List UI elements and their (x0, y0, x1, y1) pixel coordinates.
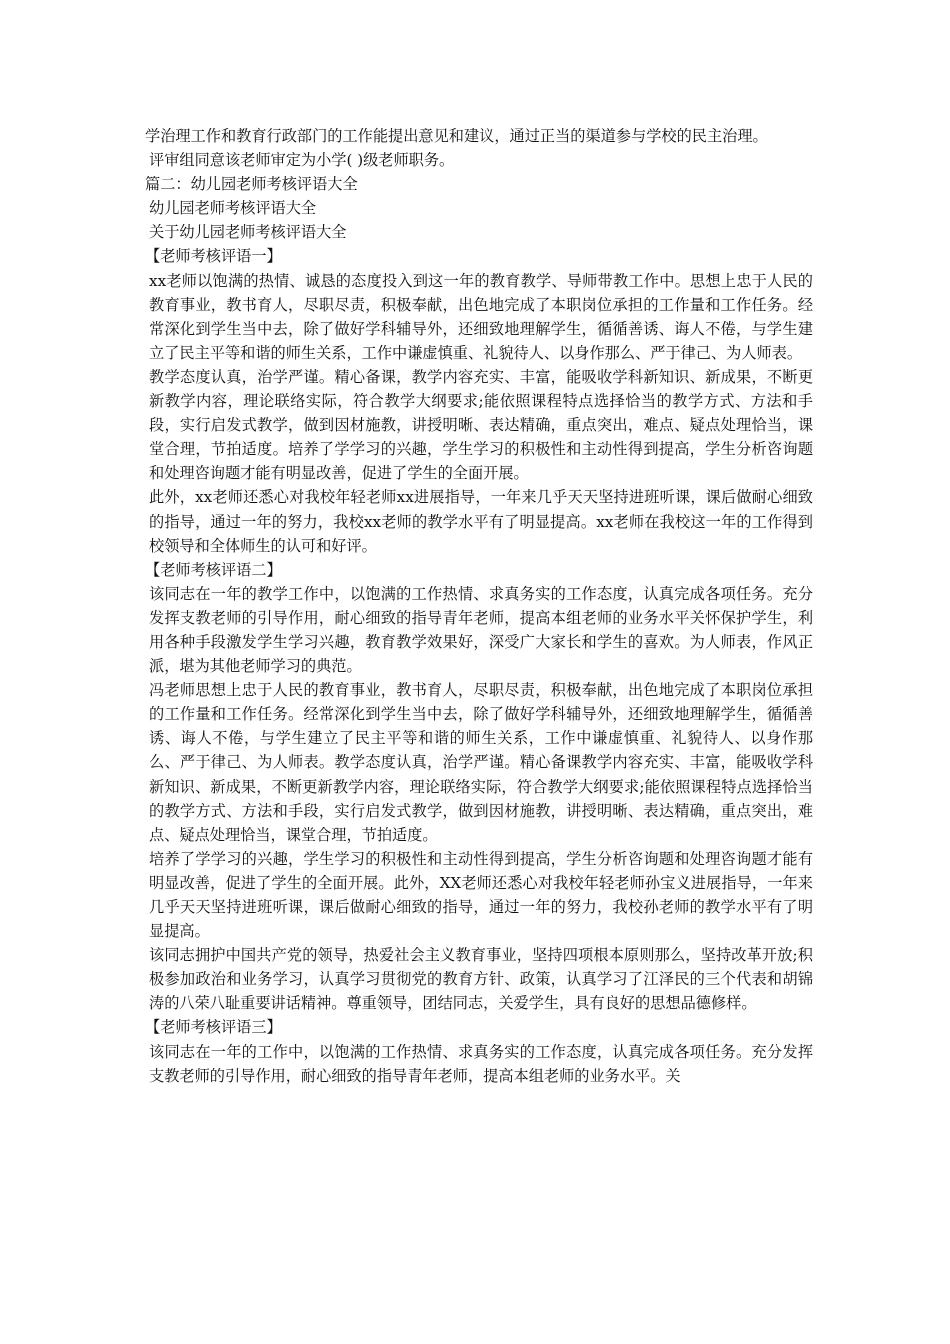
comment-heading: 【老师考核评语三】 (145, 1018, 282, 1037)
paragraph: xx老师以饱满的热情、诚恳的态度投入到这一年的教育教学、导师带教工作中。思想上忠于人民的教育事业，教书育人，尽职尽责，积极奉献，出色地完成了本职岗位承担的工作量和工作任务。经常深化到学生当中去，除了做好学科辅导外，还细致地理解学生，循循善诱、诲人不倦，与学生建立了民主平等和谐的师生关系，工作中谦虚慎重、礼貌待人、以身作那么、严于律己、为人师表。 (149, 271, 813, 362)
paragraph: 培养了学学习的兴趣，学生学习的积极性和主动性得到提高，学生分析咨询题和处理咨询题才能有明显改善，促进了学生的全面开展。此外，XX老师还悉心对我校年轻老师孙宝义进展指导，一年来几乎天天坚持进班听课，课后做耐心细致的指导，通过一年的努力，我校孙老师的教学水平有了明显提高。 (149, 849, 813, 941)
paragraph: 教学态度认真，治学严谨。精心备课，教学内容充实、丰富，能吸收学科新知识、新成果，不断更新教学内容，理论联络实际，符合教学大纲要求;能依照课程特点选择恰当的教学方式、方法和手段，实行启发式教学，做到因材施教，讲授明晰、表达精确，重点突出，难点、疑点处理恰当，课堂合理，节拍适度。培养了学学习的兴趣，学生学习的积极性和主动性得到提高，学生分析咨询题和处理咨询题才能有明显改善，促进了学生的全面开展。 (149, 367, 813, 483)
paragraph: 学治理工作和教育行政部门的工作能提出意见和建议，通过正当的渠道参与学校的民主治理。 (145, 127, 768, 145)
paragraph: 该同志在一年的教学工作中，以饱满的工作热情、求真务实的工作态度，认真完成各项任务。充分发挥支教老师的引导作用，耐心细致的指导青年老师，提高本组老师的业务水平关怀保护学生，利用各种手段激发学生学习兴趣，教育教学效果好，深受广大家长和学生的喜欢。为人师表，作风正派，堪为其他老师学习的典范。 (149, 584, 813, 676)
comment-heading: 【老师考核评语一】 (145, 247, 282, 266)
paragraph: 冯老师思想上忠于人民的教育事业，教书育人，尽职尽责，积极奉献，出色地完成了本职岗位承担的工作量和工作任务。经常深化到学生当中去，除了做好学科辅导外，还细致地理解学生，循循善诱、诲人不倦，与学生建立了民主平等和谐的师生关系，工作中谦虚慎重、礼貌待人、以身作那么、严于律己、为人师表。教学态度认真，治学严谨。精心备课教学内容充实、丰富，能吸收学科新知识、新成果，不断更新教学内容，理论联络实际，符合教学大纲要求;能依照课程特点选择恰当的教学方式、方法和手段，实行启发式教学，做到因材施教，讲授明晰、表达精确，重点突出，难点、疑点处理恰当，课堂合理，节拍适度。 (149, 681, 813, 844)
document-body (145, 124, 813, 1088)
document-title: 幼儿园老师考核评语大全 (149, 199, 317, 218)
section-heading: 篇二：幼儿园老师考核评语大全 (145, 175, 358, 194)
paragraph: 评审组同意该老师审定为小学( )级老师职务。 (149, 151, 455, 170)
paragraph: 该同志拥护中国共产党的领导，热爱社会主义教育事业，坚持四项根本原则那么，坚持改革开放;积极参加政治和业务学习，认真学习贯彻党的教育方针、政策，认真学习了江泽民的三个代表和胡锦涛的八荣八耻重要讲话精神。尊重领导，团结同志，关爱学生，具有良好的思想品德修样。 (149, 946, 813, 1013)
comment-heading: 【老师考核评语二】 (145, 560, 282, 579)
paragraph: 该同志在一年的工作中，以饱满的工作热情、求真务实的工作态度，认真完成各项任务。充分发挥支教老师的引导作用，耐心细致的指导青年老师，提高本组老师的业务水平。关 (149, 1042, 813, 1085)
document-subtitle: 关于幼儿园老师考核评语大全 (149, 223, 347, 242)
paragraph: 此外，xx老师还悉心对我校年轻老师xx进展指导，一年来几乎天天坚持进班听课，课后做耐心细致的指导，通过一年的努力，我校xx老师的教学水平有了明显提高。xx老师在我校这一年的工作得到校领导和全体师生的认可和好评。 (149, 488, 813, 555)
